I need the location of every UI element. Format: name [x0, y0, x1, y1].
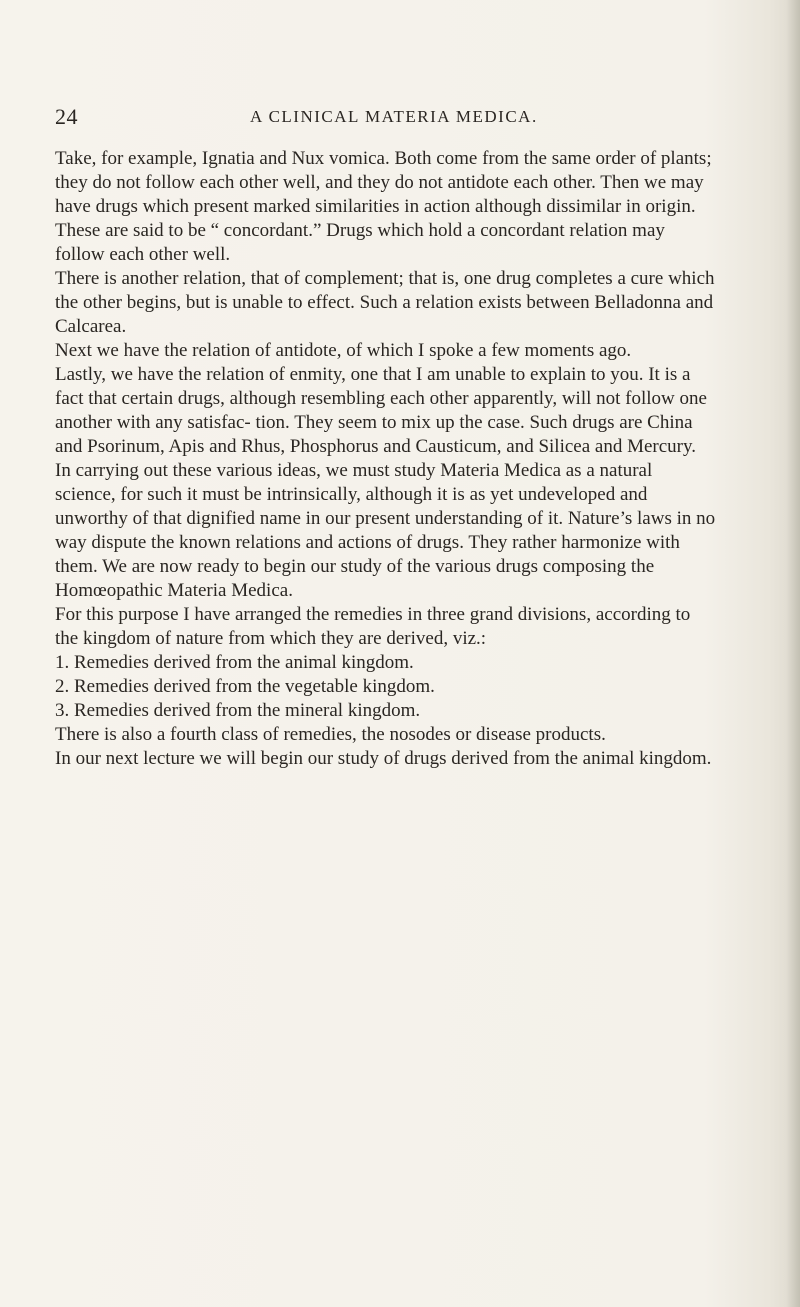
paragraph-natural-science: In carrying out these various ideas, we must study Materia Medica as a natural science, for such it must be intrinsically, although it is as yet undeveloped and unworthy of that dignified name in our present understanding of it. Nature’s laws in no way dispute the known relations and actions of drugs. They rather harmonize with them. We are now ready to begin our study of the various drugs composing the Homœopathic Materia Medica. — [55, 460, 716, 601]
list-item-mineral: 3. Remedies derived from the mineral kingdom. — [55, 700, 421, 721]
paragraph-divisions: For this purpose I have arranged the remedies in three grand divisions, according to the kingdom of nature from which they are derived, viz.: — [55, 604, 691, 649]
paragraph-enmity: Lastly, we have the relation of enmity, one that I am unable to explain to you. It is a fact that certain drugs, although resembling each other apparently, will not follow one another with any satisfac- tion. They seem to mix up the case. Such drugs are China and Psorinum, Apis and Rhus, Phosphorus and Causticum, and Silicea and Mercury. — [55, 364, 707, 457]
page-number: 24 — [55, 104, 78, 129]
page-body — [55, 147, 717, 771]
paragraph-antidote: Next we have the relation of antidote, of which I spoke a few moments ago. — [55, 340, 632, 361]
paragraph-concordant: Take, for example, Ignatia and Nux vomica. Both come from the same order of plants; they do not follow each other well, and they do not antidote each other. Then we may have drugs which present marked similarities in action although dissimilar in origin. These are said to be “ concordant.” Drugs which hold a concordant relation may follow each other well. — [55, 148, 712, 265]
running-title: A CLINICAL MATERIA MEDICA. — [250, 107, 538, 126]
paragraph-next-lecture: In our next lecture we will begin our study of drugs derived from the animal kingdom. — [55, 748, 712, 769]
list-item-animal: 1. Remedies derived from the animal kingdom. — [55, 652, 414, 673]
paragraph-nosodes: There is also a fourth class of remedies, the nosodes or disease products. — [55, 724, 606, 745]
list-item-vegetable: 2. Remedies derived from the vegetable kingdom. — [55, 676, 435, 697]
paragraph-complement: There is another relation, that of complement; that is, one drug completes a cure which the other begins, but is unable to effect. Such a relation exists between Belladonna and Calcarea. — [55, 268, 715, 337]
running-header — [55, 104, 695, 132]
page-edge-shadow — [786, 0, 800, 1307]
